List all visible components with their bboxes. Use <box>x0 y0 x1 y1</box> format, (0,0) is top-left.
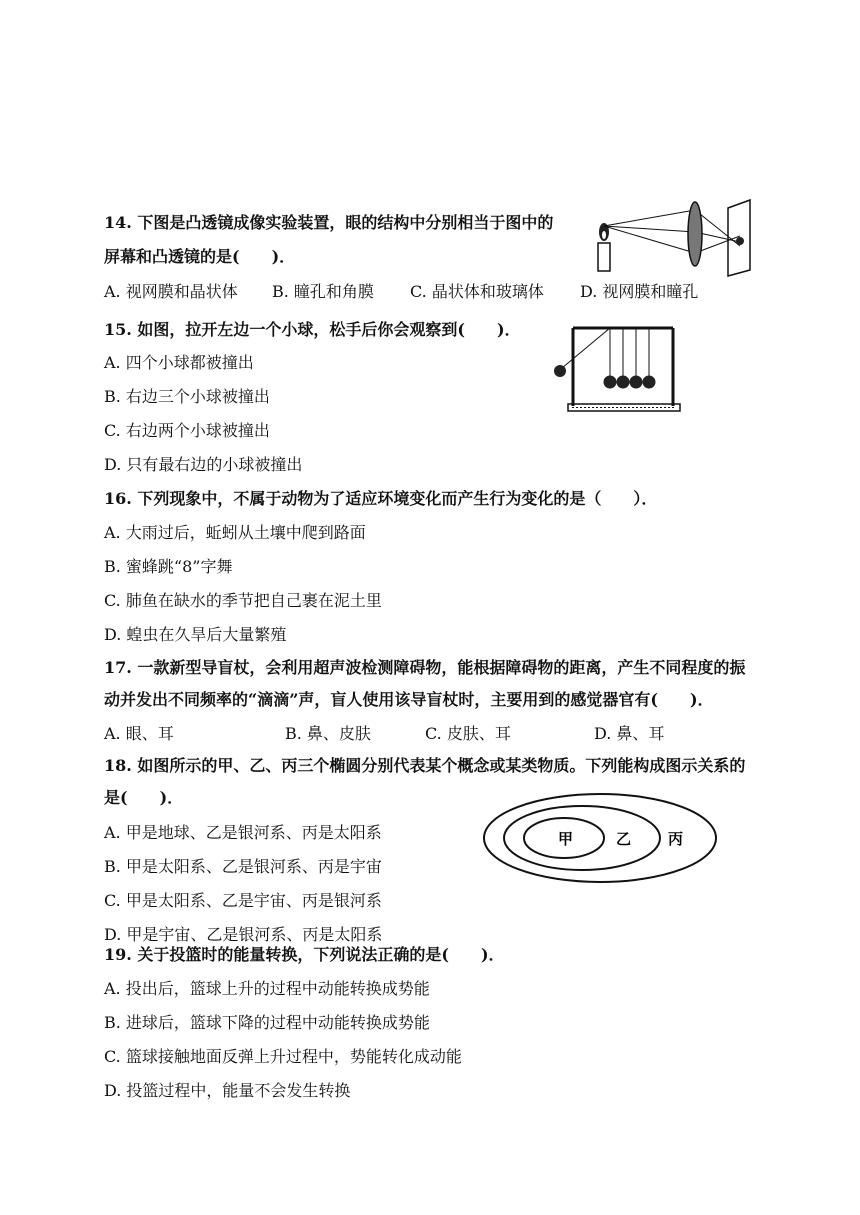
q16-option-d: D. 蝗虫在久旱后大量繁殖 <box>104 625 287 644</box>
q17-stem-line2: 动并发出不同频率的“滴滴”声，盲人使用该导盲杖时，主要用到的感觉器官有( )． <box>104 690 714 709</box>
label-yi: 乙 <box>616 830 632 848</box>
q14-option-c: C. 晶状体和玻璃体 <box>410 282 544 301</box>
q16-option-b: B. 蜜蜂跳“8”字舞 <box>104 557 233 576</box>
q18-stem-line2: 是( )． <box>104 788 184 807</box>
convex-lens-experiment-figure <box>590 198 760 278</box>
q16-stem: 16. 下列现象中，不属于动物为了适应环境变化而产生行为变化的是（ ）． <box>104 489 658 508</box>
q19-option-d: D. 投篮过程中，能量不会发生转换 <box>104 1081 351 1100</box>
q14-option-b: B. 瞳孔和角膜 <box>272 282 374 301</box>
q15-option-c: C. 右边两个小球被撞出 <box>104 421 270 440</box>
q17-option-a: A. 眼、耳 <box>104 724 174 743</box>
label-jia: 甲 <box>558 830 574 848</box>
q16-option-a: A. 大雨过后，蚯蚓从土壤中爬到路面 <box>104 523 366 542</box>
q18-stem-line1: 18. 如图所示的甲、乙、丙三个椭圆分别代表某个概念或某类物质。下列能构成图示关系的 <box>104 756 746 775</box>
q15-option-a: A. 四个小球都被撞出 <box>104 353 254 372</box>
q15-option-d: D. 只有最右边的小球被撞出 <box>104 455 303 474</box>
newtons-cradle-figure <box>548 318 688 418</box>
q18-option-c: C. 甲是太阳系、乙是宇宙、丙是银河系 <box>104 891 382 910</box>
q14-stem-line2: 屏幕和凸透镜的是( )． <box>104 247 296 266</box>
q16-option-c: C. 肺鱼在缺水的季节把自己裹在泥土里 <box>104 591 382 610</box>
label-bing: 丙 <box>668 830 684 848</box>
q14-option-a: A. 视网膜和晶状体 <box>104 282 238 301</box>
q19-option-b: B. 进球后，篮球下降的过程中动能转换成势能 <box>104 1013 430 1032</box>
middle-ellipse <box>504 806 660 870</box>
q17-option-d: D. 鼻、耳 <box>594 724 665 743</box>
q15-stem: 15. 如图，拉开左边一个小球，松手后你会观察到( )． <box>104 320 521 339</box>
q15-option-b: B. 右边三个小球被撞出 <box>104 387 270 406</box>
q18-option-a: A. 甲是地球、乙是银河系、丙是太阳系 <box>104 823 382 842</box>
q19-stem: 19. 关于投篮时的能量转换，下列说法正确的是( )． <box>104 945 505 964</box>
nested-ellipses-diagram <box>480 790 720 890</box>
q18-option-d: D. 甲是宇宙、乙是银河系、丙是太阳系 <box>104 925 383 944</box>
q19-option-a: A. 投出后，篮球上升的过程中动能转换成势能 <box>104 979 430 998</box>
q19-option-c: C. 篮球接触地面反弹上升过程中，势能转化成动能 <box>104 1047 462 1066</box>
q17-option-c: C. 皮肤、耳 <box>425 724 511 743</box>
q17-option-b: B. 鼻、皮肤 <box>285 724 371 743</box>
q14-stem-line1: 14. 下图是凸透镜成像实验装置，眼的结构中分别相当于图中的 <box>104 213 554 232</box>
q17-stem-line1: 17. 一款新型导盲杖，会利用超声波检测障碍物，能根据障碍物的距离，产生不同程度的振 <box>104 658 746 677</box>
q18-option-b: B. 甲是太阳系、乙是银河系、丙是宇宙 <box>104 857 382 876</box>
q14-option-d: D. 视网膜和瞳孔 <box>580 282 699 301</box>
